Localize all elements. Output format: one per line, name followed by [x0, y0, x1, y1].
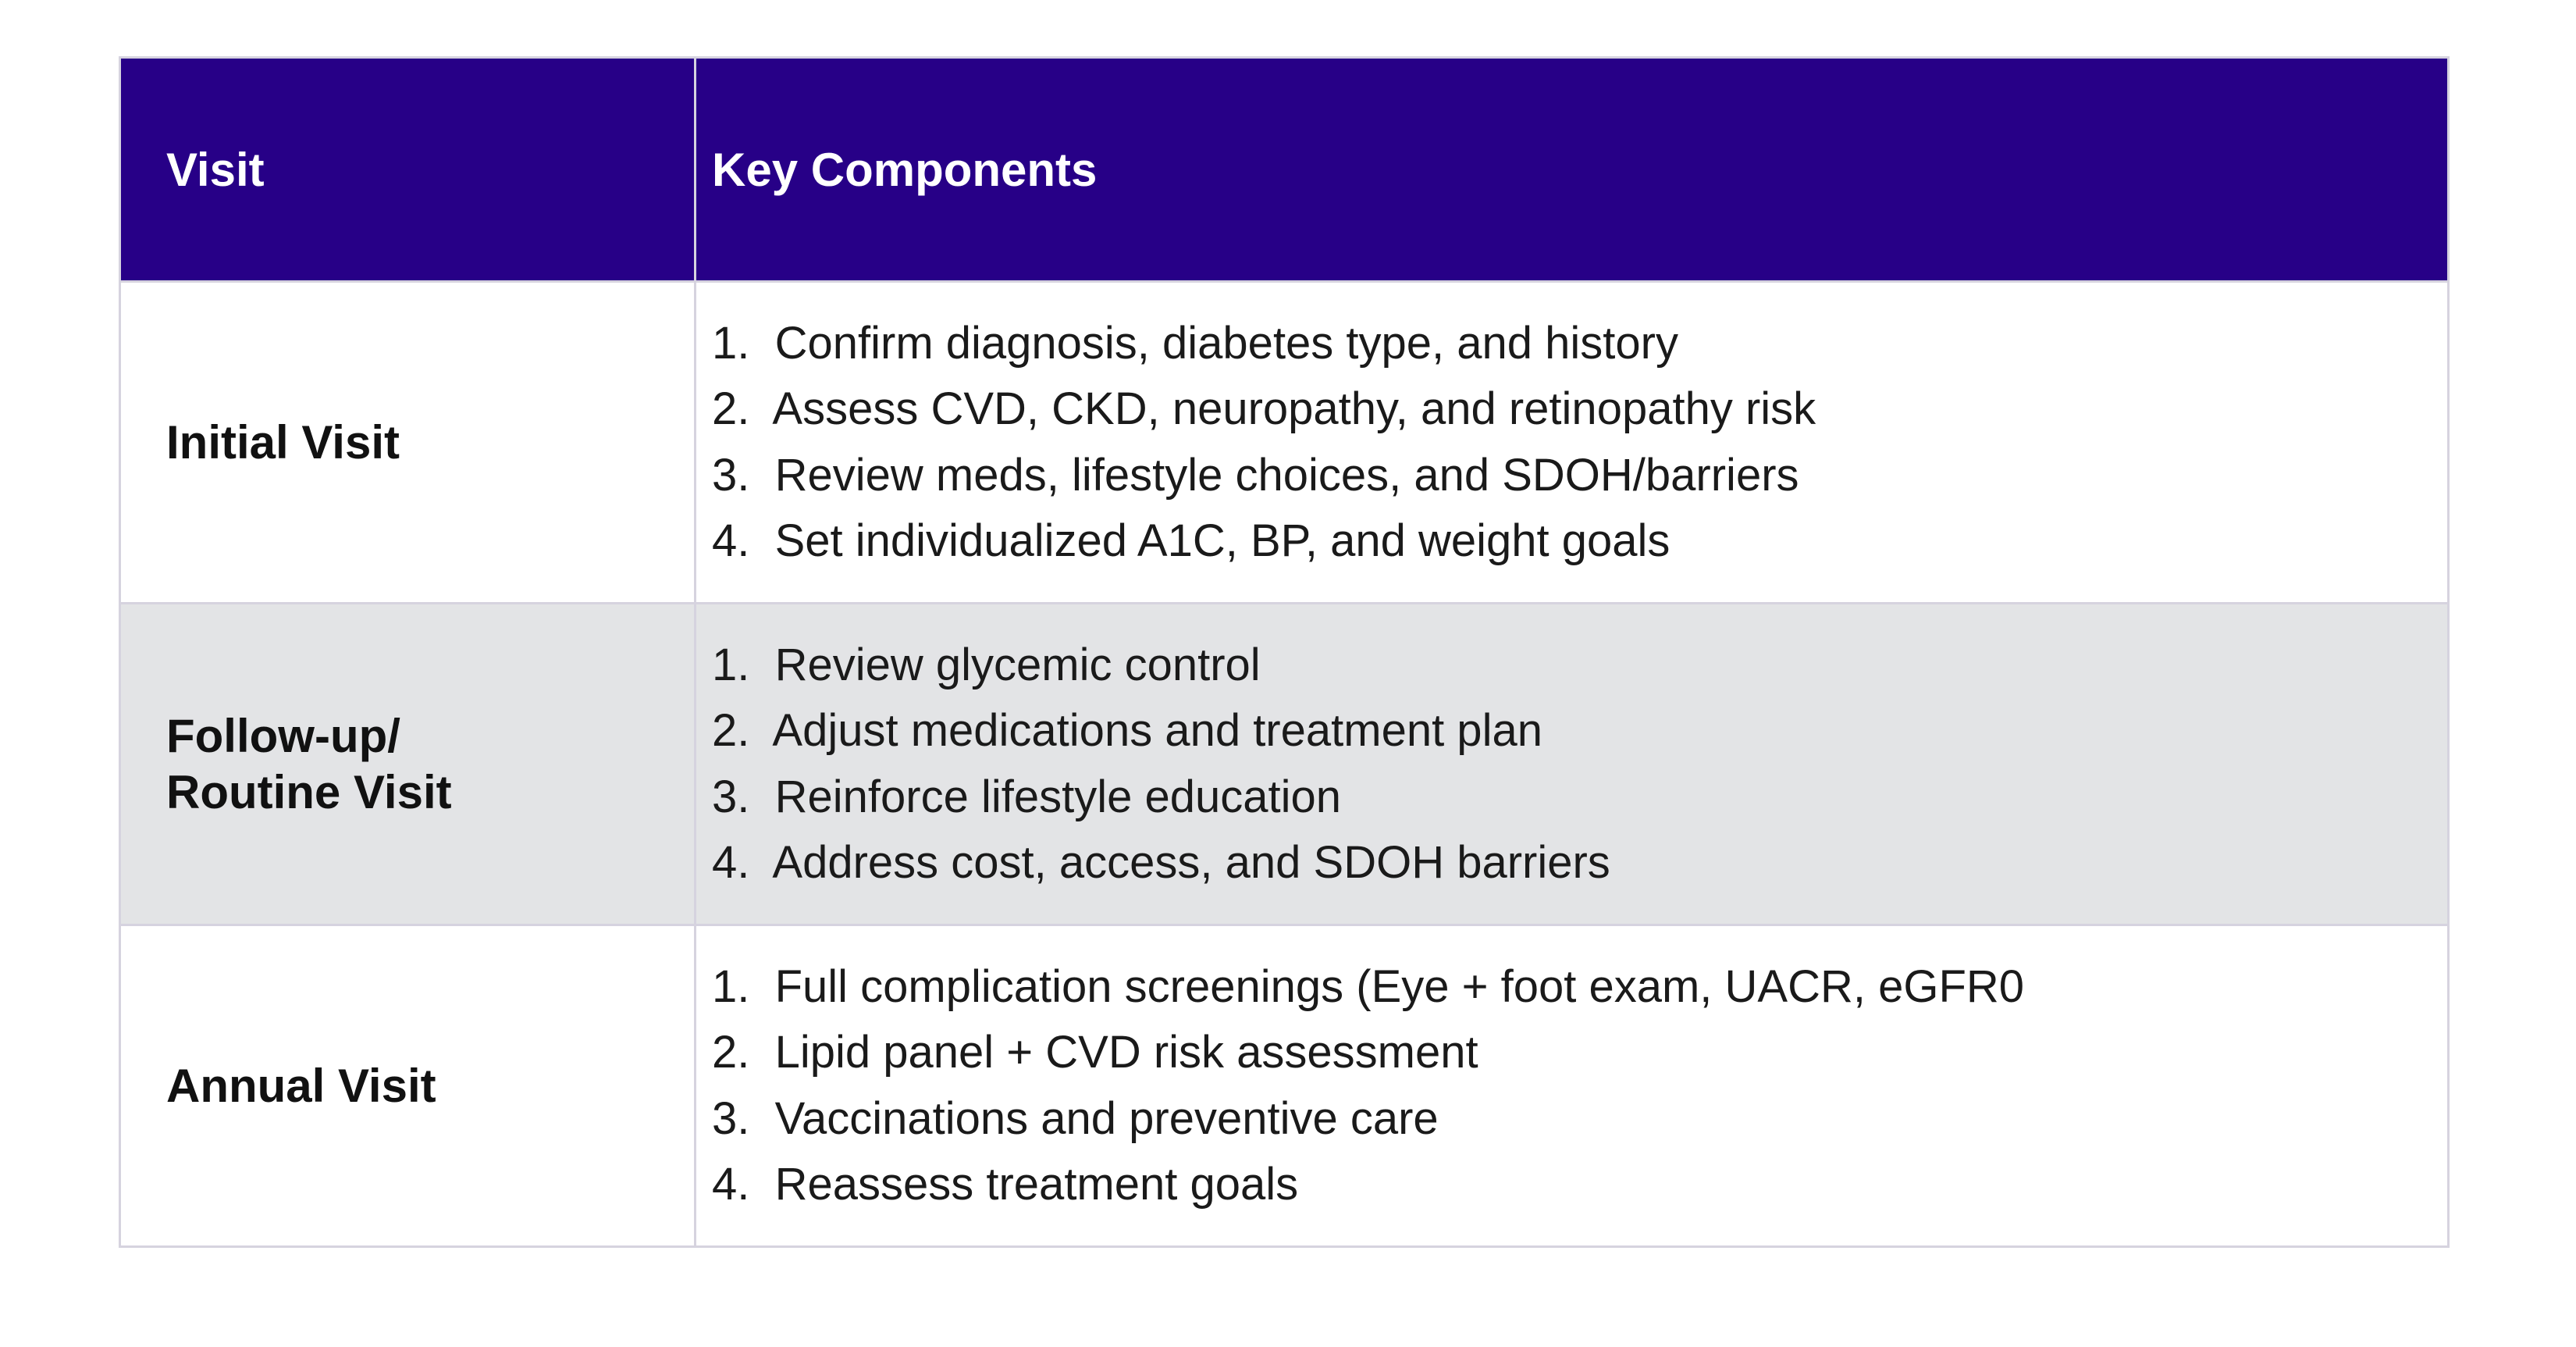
- list-item: 3. Review meds, lifestyle choices, and SDOH/barriers: [712, 449, 1799, 501]
- visit-name: Follow-up/ Routine Visit: [166, 709, 452, 818]
- header-cell-key-components: [696, 59, 2447, 280]
- header-visit-label: Visit: [166, 143, 265, 196]
- table-row-follow-up-visit: [121, 602, 2447, 924]
- list-item: 3. Reinforce lifestyle education: [712, 771, 1341, 822]
- table-row-annual-visit: [121, 924, 2447, 1245]
- components-cell: [696, 604, 2447, 924]
- table-row-initial-visit: [121, 280, 2447, 602]
- visit-cell: [121, 283, 696, 602]
- list-item: 4. Reassess treatment goals: [712, 1159, 1299, 1210]
- components-list: [712, 311, 1816, 575]
- list-item: 1. Full complication screenings (Eye + foot exam, UACR, eGFR0: [712, 960, 2025, 1012]
- components-cell: [696, 283, 2447, 602]
- list-item: 4. Set individualized A1C, BP, and weight goals: [712, 515, 1670, 566]
- table-header-row: [121, 59, 2447, 280]
- visit-components-table: [119, 56, 2450, 1248]
- components-cell: [696, 926, 2447, 1245]
- list-item: 1. Confirm diagnosis, diabetes type, and history: [712, 317, 1678, 369]
- list-item: 2. Adjust medications and treatment plan: [712, 705, 1542, 756]
- list-item: 2. Assess CVD, CKD, neuropathy, and retinopathy risk: [712, 383, 1816, 434]
- visit-name: Annual Visit: [166, 1059, 436, 1112]
- header-cell-visit: [121, 59, 696, 280]
- list-item: 2. Lipid panel + CVD risk assessment: [712, 1027, 1478, 1078]
- list-item: 1. Review glycemic control: [712, 639, 1261, 690]
- visit-name: Initial Visit: [166, 415, 400, 469]
- visit-cell: [121, 926, 696, 1245]
- components-list: [712, 954, 2024, 1218]
- header-key-components-label: Key Components: [712, 143, 1098, 196]
- components-list: [712, 633, 1610, 896]
- list-item: 4. Address cost, access, and SDOH barriers: [712, 837, 1610, 888]
- visit-cell: [121, 604, 696, 924]
- list-item: 3. Vaccinations and preventive care: [712, 1092, 1439, 1144]
